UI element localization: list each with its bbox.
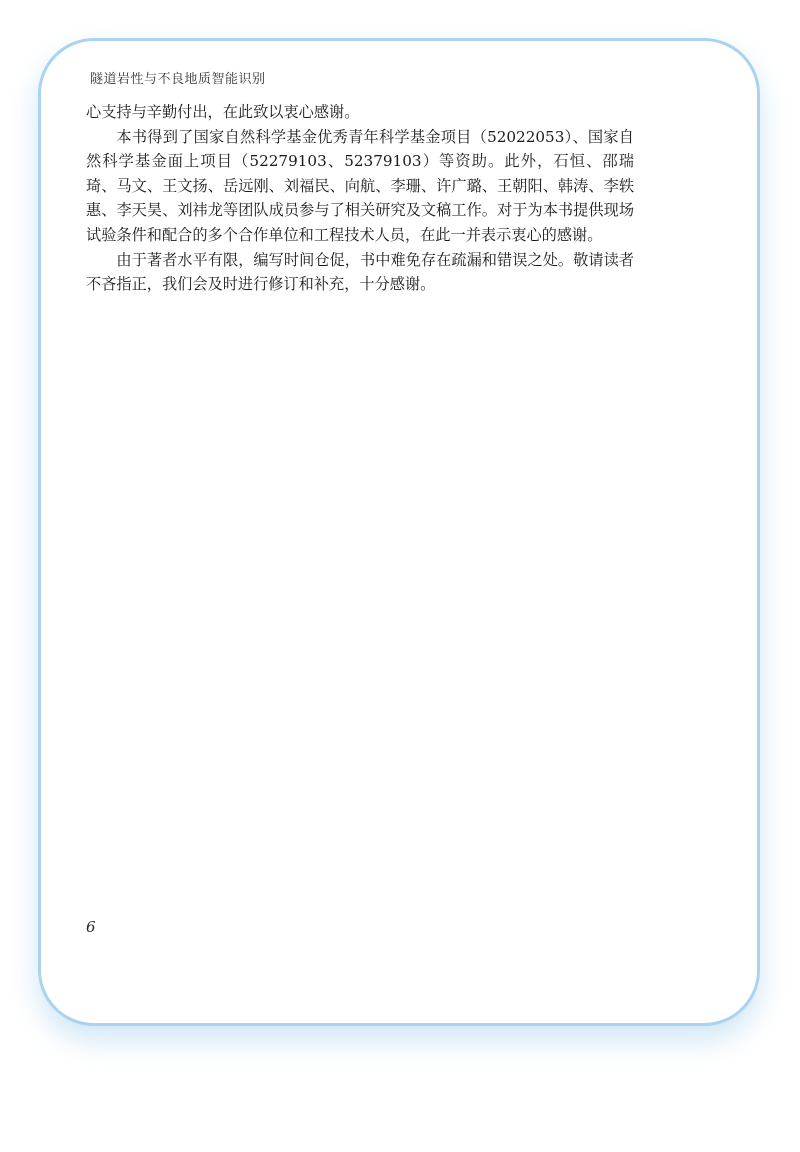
- paragraph-continuation: 心支持与辛勤付出，在此致以衷心感谢。: [86, 103, 360, 121]
- running-header: 隧道岩性与不良地质智能识别: [90, 72, 266, 87]
- paragraph-closing: 由于著者水平有限，编写时间仓促，书中难免存在疏漏和错误之处。敬请读者不吝指正，我们会及时进行修订和补充，十分感谢。: [86, 250, 634, 294]
- page-number: 6: [86, 918, 96, 936]
- document-body: [86, 100, 634, 297]
- paragraph-funding: 本书得到了国家自然科学基金优秀青年科学基金项目（52022053）、国家自然科学基金面上项目（52279103、52379103）等资助。此外，石恒、邵瑞琦、马文、王文扬、岳远刚、刘福民、向航、李珊、许广璐、王朝阳、韩涛、李轶惠、李天昊、刘祎龙等团队成员参与了相关研究及文稿工作。对于为本书提供现场试验条件和配合的多个合作单位和工程技术人员，在此一并表示衷心的感谢。: [86, 127, 634, 244]
